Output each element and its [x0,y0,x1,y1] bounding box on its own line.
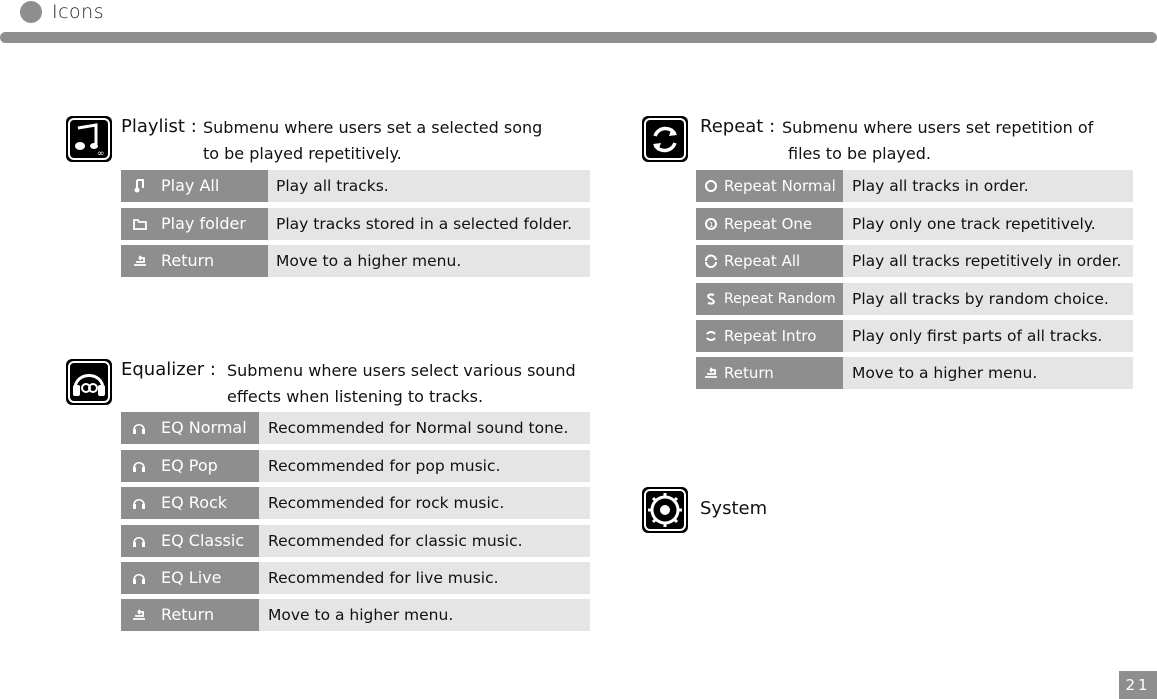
row-label: Repeat Random [696,283,843,315]
headphone-pop-icon [132,459,146,473]
row-desc: Play all tracks by random choice. [852,290,1109,308]
table-row [121,245,590,277]
table-row [696,357,1133,389]
equalizer-desc-line2: effects when listening to tracks. [227,387,484,406]
repeat-random-icon [704,292,718,306]
page-number: 21 [1119,671,1157,699]
table-row [696,170,1133,202]
row-label: 1 Repeat One [696,208,843,240]
table-row [121,412,590,444]
table-row [121,487,590,519]
row-label: EQ Rock [121,487,259,519]
row-label: Play All [121,170,268,202]
row-label: Return [121,245,268,277]
svg-text:∞: ∞ [97,149,105,159]
row-desc: Play all tracks repetitively in order. [852,252,1122,270]
table-row [696,208,1133,240]
repeat-desc-line2: files to be played. [788,144,931,163]
table-row [121,170,590,202]
folder-icon [133,217,147,231]
row-label: Play folder [121,208,268,240]
table-row [121,599,590,631]
row-desc: Move to a higher menu. [852,364,1038,382]
row-desc: Recommended for classic music. [268,532,523,550]
repeat-normal-icon [704,179,718,193]
repeat-all-icon [704,254,718,268]
repeat-intro-icon [704,329,718,343]
repeat-title: Repeat : [700,116,776,137]
system-icon [642,487,688,533]
header-rule [0,32,1157,43]
table-row [696,320,1133,352]
playlist-icon [66,116,112,162]
row-label: EQ Live [121,562,259,594]
equalizer-title: Equalizer : [121,359,216,380]
page-title: Icons [52,1,105,23]
row-desc: Play only first parts of all tracks. [852,327,1103,345]
table-row [121,208,590,240]
note-icon [133,179,147,193]
svg-text:1: 1 [709,221,714,229]
row-label: Repeat Intro [696,320,843,352]
playlist-desc-line2: to be played repetitively. [203,144,402,163]
return-icon [133,254,147,268]
row-label: EQ Pop [121,450,259,482]
header-bullet [20,1,42,23]
playlist-title: Playlist : [121,116,197,137]
repeat-icon [642,116,688,162]
return-icon [704,366,718,380]
headphone-nor-icon [132,421,146,435]
row-label: Repeat All [696,245,843,277]
repeat-desc-line1: Submenu where users set repetition of [782,118,1094,137]
equalizer-icon [66,359,112,405]
row-desc: Recommended for Normal sound tone. [268,419,569,437]
row-desc: Move to a higher menu. [276,252,462,270]
table-row [121,562,590,594]
row-desc: Recommended for pop music. [268,457,501,475]
playlist-desc-line1: Submenu where users set a selected song [203,118,543,137]
row-label: Repeat Normal [696,170,843,202]
row-desc: Play all tracks in order. [852,177,1029,195]
equalizer-desc-line1: Submenu where users select various sound [227,361,576,380]
row-desc: Move to a higher menu. [268,606,454,624]
table-row [696,283,1133,315]
row-desc: Recommended for rock music. [268,494,505,512]
table-row [121,525,590,557]
row-label: EQ Classic [121,525,259,557]
row-desc: Play only one track repetitively. [852,215,1096,233]
row-label: Return [121,599,259,631]
table-row [121,450,590,482]
table-row [696,245,1133,277]
row-desc: Play all tracks. [276,177,389,195]
headphone-rock-icon [132,496,146,510]
row-label: Return [696,357,843,389]
row-desc: Play tracks stored in a selected folder. [276,215,573,233]
row-label: EQ Normal [121,412,259,444]
return-icon [132,608,146,622]
row-desc: Recommended for live music. [268,569,499,587]
system-title: System [700,498,768,519]
repeat-one-icon [704,217,718,231]
headphone-classic-icon [132,534,146,548]
headphone-live-icon [132,571,146,585]
